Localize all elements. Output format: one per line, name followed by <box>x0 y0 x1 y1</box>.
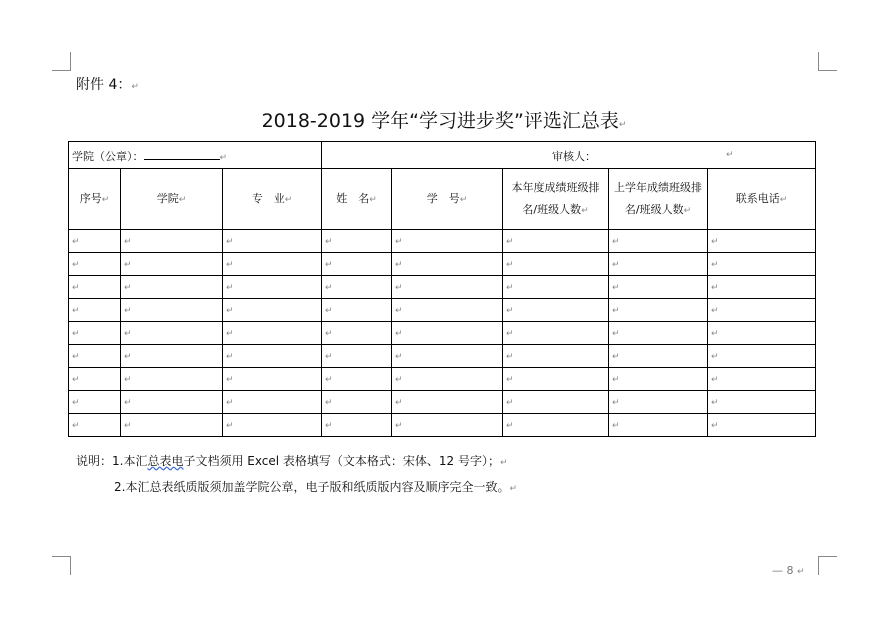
table-cell[interactable] <box>121 368 223 391</box>
paragraph-mark-icon: ↵ <box>226 328 234 339</box>
paragraph-mark-icon: ↵ <box>612 397 620 408</box>
table-cell[interactable] <box>708 345 816 368</box>
paragraph-mark-icon: ↵ <box>618 120 627 130</box>
table-cell[interactable] <box>121 299 223 322</box>
table-cell[interactable] <box>392 414 503 437</box>
table-cell[interactable] <box>69 230 121 253</box>
page-title[interactable]: 2018-2019 学年“学习进步奖”评选汇总表↵ <box>261 110 627 132</box>
table-cell[interactable] <box>322 368 392 391</box>
paragraph-mark-icon: ↵ <box>711 351 719 362</box>
page-number: — 8 ↵ <box>772 564 805 577</box>
paragraph-mark-icon: ↵ <box>459 194 468 205</box>
table-cell[interactable] <box>322 230 392 253</box>
college-seal-cell[interactable]: 学院（公章）： ↵ <box>69 142 322 169</box>
paragraph-mark-icon: ↵ <box>711 420 719 431</box>
attachment-label[interactable]: 附件 4：↵ <box>76 77 139 93</box>
paragraph-mark-icon: ↵ <box>72 259 80 270</box>
paragraph-mark-icon: ↵ <box>101 194 110 205</box>
paragraph-mark-icon: ↵ <box>506 374 514 385</box>
paragraph-mark-icon: ↵ <box>683 205 692 216</box>
table-cell[interactable] <box>69 368 121 391</box>
table-cell[interactable] <box>223 368 322 391</box>
paragraph-mark-icon: ↵ <box>711 282 719 293</box>
table-cell[interactable] <box>69 322 121 345</box>
paragraph-mark-icon: ↵ <box>711 374 719 385</box>
table-cell[interactable] <box>708 322 816 345</box>
table-cell[interactable] <box>392 230 503 253</box>
column-header[interactable]: 联系电话↵ <box>708 169 816 230</box>
table-cell[interactable] <box>223 230 322 253</box>
paragraph-mark-icon: ↵ <box>284 194 293 205</box>
paragraph-mark-icon: ↵ <box>325 259 333 270</box>
paragraph-mark-icon: ↵ <box>506 305 514 316</box>
table-cell[interactable] <box>69 299 121 322</box>
paragraph-mark-icon: ↵ <box>72 374 80 385</box>
note-line-2[interactable]: 2.本汇总表纸质版须加盖学院公章，电子版和纸质版内容及顺序完全一致。↵ <box>114 480 517 494</box>
table-cell[interactable] <box>708 391 816 414</box>
table-cell[interactable] <box>609 299 708 322</box>
crop-mark-top-left <box>52 52 71 71</box>
column-header[interactable]: 学 号↵ <box>392 169 503 230</box>
table-cell[interactable] <box>121 391 223 414</box>
paragraph-mark-icon: ↵ <box>124 351 132 362</box>
table-cell[interactable] <box>609 230 708 253</box>
paragraph-mark-icon: ↵ <box>226 305 234 316</box>
paragraph-mark-icon: ↵ <box>226 259 234 270</box>
paragraph-mark-icon: ↵ <box>506 259 514 270</box>
paragraph-mark-icon: ↵ <box>72 351 80 362</box>
header-row <box>69 169 816 230</box>
paragraph-mark-icon: ↵ <box>395 236 403 247</box>
paragraph-mark-icon: ↵ <box>711 328 719 339</box>
college-blank-line <box>144 147 220 160</box>
meta-row <box>69 142 816 169</box>
paragraph-mark-icon: ↵ <box>506 420 514 431</box>
table-cell[interactable] <box>223 345 322 368</box>
paragraph-mark-icon: ↵ <box>124 259 132 270</box>
paragraph-mark-icon: ↵ <box>72 420 80 431</box>
table-cell[interactable] <box>322 322 392 345</box>
paragraph-mark-icon: ↵ <box>72 328 80 339</box>
table-cell[interactable] <box>322 345 392 368</box>
paragraph-mark-icon: ↵ <box>124 397 132 408</box>
table-cell[interactable] <box>503 253 609 276</box>
table-row <box>69 276 816 299</box>
table-cell[interactable] <box>392 299 503 322</box>
table-cell[interactable] <box>69 276 121 299</box>
paragraph-mark-icon: ↵ <box>72 236 80 247</box>
table-cell[interactable] <box>609 391 708 414</box>
paragraph-mark-icon: ↵ <box>612 328 620 339</box>
paragraph-mark-icon: ↵ <box>395 374 403 385</box>
paragraph-mark-icon: ↵ <box>325 374 333 385</box>
table-cell[interactable] <box>121 253 223 276</box>
table-cell[interactable] <box>69 391 121 414</box>
table-cell[interactable] <box>609 414 708 437</box>
table-cell[interactable] <box>609 368 708 391</box>
reviewer-cell[interactable]: 审核人： ↵ <box>322 142 816 169</box>
table-cell[interactable] <box>609 276 708 299</box>
paragraph-mark-icon: ↵ <box>124 236 132 247</box>
paragraph-mark-icon: ↵ <box>506 236 514 247</box>
crop-mark-bottom-left <box>52 556 71 575</box>
table-cell[interactable] <box>609 322 708 345</box>
table-cell[interactable] <box>121 322 223 345</box>
table-row <box>69 299 816 322</box>
table-cell[interactable] <box>503 391 609 414</box>
table-cell[interactable] <box>503 276 609 299</box>
column-header[interactable]: 专 业↵ <box>223 169 322 230</box>
table-cell[interactable] <box>392 391 503 414</box>
table-cell[interactable] <box>322 253 392 276</box>
paragraph-mark-icon: ↵ <box>124 305 132 316</box>
column-header[interactable]: 学院↵ <box>121 169 223 230</box>
paragraph-mark-icon: ↵ <box>711 305 719 316</box>
paragraph-mark-icon: ↵ <box>131 82 139 92</box>
paragraph-mark-icon: ↵ <box>325 305 333 316</box>
paragraph-mark-icon: ↵ <box>124 282 132 293</box>
paragraph-mark-icon: ↵ <box>325 397 333 408</box>
paragraph-mark-icon: ↵ <box>226 351 234 362</box>
table-cell[interactable] <box>708 414 816 437</box>
table-cell[interactable] <box>69 345 121 368</box>
table-cell[interactable] <box>708 276 816 299</box>
paragraph-mark-icon: ↵ <box>612 282 620 293</box>
table-cell[interactable] <box>223 276 322 299</box>
paragraph-mark-icon: ↵ <box>395 328 403 339</box>
table-cell[interactable] <box>708 299 816 322</box>
table-cell[interactable] <box>223 391 322 414</box>
table-cell[interactable] <box>223 322 322 345</box>
table-cell[interactable] <box>69 253 121 276</box>
table-cell[interactable] <box>322 391 392 414</box>
table-row <box>69 322 816 345</box>
paragraph-mark-icon: ↵ <box>325 236 333 247</box>
table-row <box>69 391 816 414</box>
table-cell[interactable] <box>322 299 392 322</box>
column-header[interactable]: 上学年成绩班级排名/班级人数↵ <box>609 169 708 230</box>
paragraph-mark-icon: ↵ <box>72 282 80 293</box>
table-cell[interactable] <box>503 230 609 253</box>
spellcheck-underline: 总表电 <box>147 454 184 468</box>
paragraph-mark-icon: ↵ <box>506 328 514 339</box>
paragraph-mark-icon: ↵ <box>499 458 508 468</box>
paragraph-mark-icon: ↵ <box>226 420 234 431</box>
table-cell[interactable] <box>121 414 223 437</box>
summary-table <box>68 141 816 437</box>
paragraph-mark-icon: ↵ <box>711 397 719 408</box>
table-cell[interactable] <box>708 368 816 391</box>
paragraph-mark-icon: ↵ <box>325 351 333 362</box>
table-cell[interactable] <box>503 368 609 391</box>
paragraph-mark-icon: ↵ <box>506 351 514 362</box>
paragraph-mark-icon: ↵ <box>72 305 80 316</box>
table-cell[interactable] <box>708 230 816 253</box>
table-cell[interactable] <box>609 345 708 368</box>
table-cell[interactable] <box>69 414 121 437</box>
note-line-1[interactable]: 说明：1.本汇总表电子文档须用 Excel 表格填写（文本格式：宋体、12 号字）；↵ <box>76 454 508 468</box>
paragraph-mark-icon: ↵ <box>325 420 333 431</box>
table-cell[interactable] <box>223 253 322 276</box>
table-cell[interactable] <box>322 414 392 437</box>
paragraph-mark-icon: ↵ <box>612 236 620 247</box>
crop-mark-bottom-right <box>818 556 837 575</box>
paragraph-mark-icon: ↵ <box>711 259 719 270</box>
paragraph-mark-icon: ↵ <box>612 351 620 362</box>
notes <box>76 449 517 501</box>
paragraph-mark-icon: ↵ <box>124 420 132 431</box>
paragraph-mark-icon: ↵ <box>226 374 234 385</box>
table-cell[interactable] <box>503 414 609 437</box>
paragraph-mark-icon: ↵ <box>612 259 620 270</box>
paragraph-mark-icon: ↵ <box>509 484 517 494</box>
table-cell[interactable] <box>392 276 503 299</box>
paragraph-mark-icon: ↵ <box>124 374 132 385</box>
paragraph-mark-icon: ↵ <box>226 236 234 247</box>
table-cell[interactable] <box>121 276 223 299</box>
table-cell[interactable] <box>121 230 223 253</box>
table-cell[interactable] <box>503 299 609 322</box>
paragraph-mark-icon: ↵ <box>711 236 719 247</box>
paragraph-mark-icon: ↵ <box>226 397 234 408</box>
table-row <box>69 368 816 391</box>
paragraph-mark-icon: ↵ <box>219 152 228 163</box>
paragraph-mark-icon: ↵ <box>395 351 403 362</box>
table-row <box>69 345 816 368</box>
paragraph-mark-icon: ↵ <box>612 305 620 316</box>
paragraph-mark-icon: ↵ <box>395 282 403 293</box>
paragraph-mark-icon: ↵ <box>506 282 514 293</box>
paragraph-mark-icon: ↵ <box>325 328 333 339</box>
paragraph-mark-icon: ↵ <box>726 150 734 160</box>
paragraph-mark-icon: ↵ <box>581 205 589 216</box>
paragraph-mark-icon: ↵ <box>226 282 234 293</box>
table-cell[interactable] <box>322 276 392 299</box>
table-cell[interactable] <box>708 253 816 276</box>
paragraph-mark-icon: ↵ <box>395 420 403 431</box>
paragraph-mark-icon: ↵ <box>779 194 788 205</box>
column-header[interactable]: 本年度成绩班级排名/班级人数↵ <box>503 169 609 230</box>
paragraph-mark-icon: ↵ <box>369 194 377 205</box>
paragraph-mark-icon: ↵ <box>395 397 403 408</box>
paragraph-mark-icon: ↵ <box>797 567 805 577</box>
table-cell[interactable] <box>223 414 322 437</box>
table-cell[interactable] <box>609 253 708 276</box>
table-cell[interactable] <box>503 322 609 345</box>
paragraph-mark-icon: ↵ <box>395 259 403 270</box>
table-cell[interactable] <box>503 345 609 368</box>
paragraph-mark-icon: ↵ <box>506 397 514 408</box>
paragraph-mark-icon: ↵ <box>178 194 187 205</box>
table-cell[interactable] <box>392 253 503 276</box>
table-row <box>69 414 816 437</box>
table-row <box>69 230 816 253</box>
paragraph-mark-icon: ↵ <box>124 328 132 339</box>
table-cell[interactable] <box>392 345 503 368</box>
paragraph-mark-icon: ↵ <box>325 282 333 293</box>
table-cell[interactable] <box>121 345 223 368</box>
table-cell[interactable] <box>392 322 503 345</box>
table-cell[interactable] <box>223 299 322 322</box>
paragraph-mark-icon: ↵ <box>612 420 620 431</box>
table-cell[interactable] <box>392 368 503 391</box>
column-header[interactable]: 姓 名↵ <box>322 169 392 230</box>
paragraph-mark-icon: ↵ <box>72 397 80 408</box>
paragraph-mark-icon: ↵ <box>395 305 403 316</box>
table-row <box>69 253 816 276</box>
paragraph-mark-icon: ↵ <box>612 374 620 385</box>
column-header[interactable]: 序号↵ <box>69 169 121 230</box>
crop-mark-top-right <box>818 52 837 71</box>
